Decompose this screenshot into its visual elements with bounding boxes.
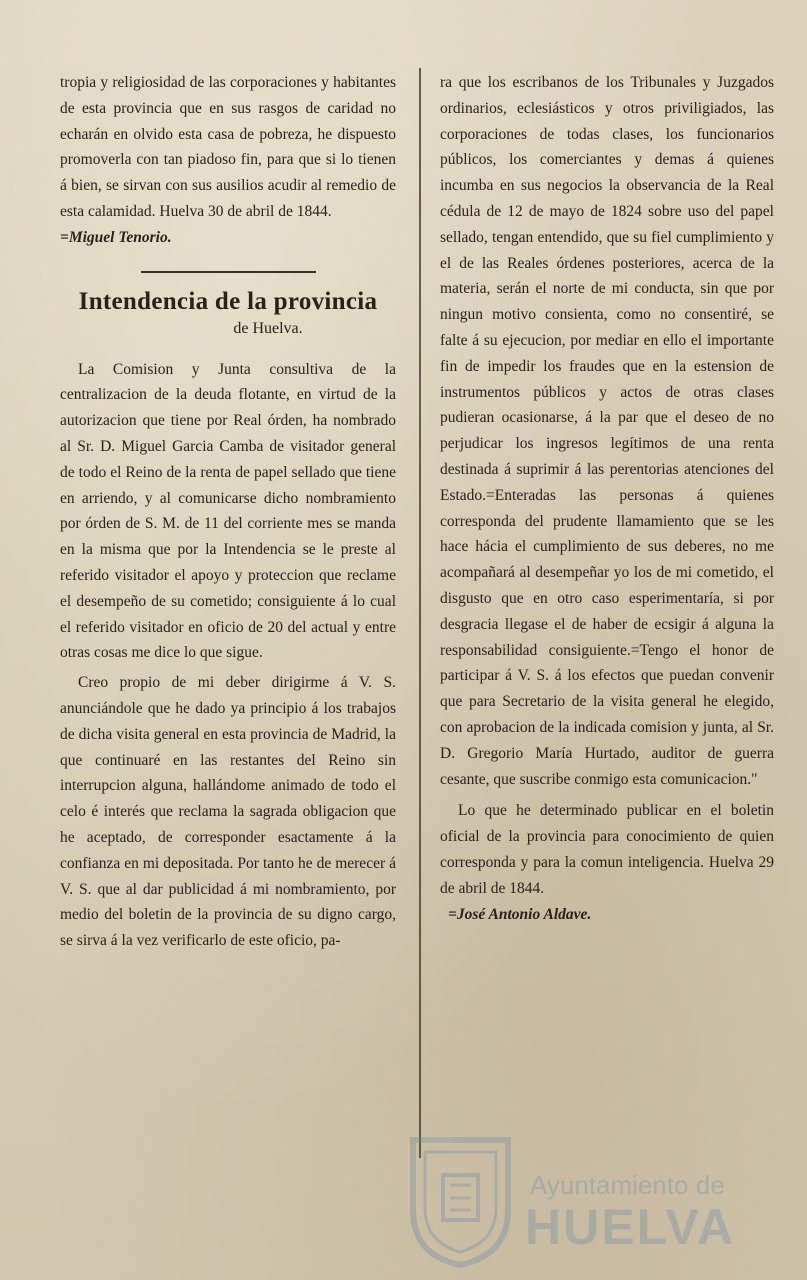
coat-of-arms-icon: [403, 1130, 518, 1270]
paragraph-comision: La Comision y Junta consultiva de la centralizacion de la deuda flotante, en virtud de la autorizacion que tiene por Real órden, ha nombrado al Sr. D. Miguel Garcia Camba de visitador general de todo el Reino de la renta de papel sellado que tiene en arriendo, y al comunicarse dicho nombramiento por órden de S. M. de 11 del corriente mes se manda en la misma que por la Intendencia se le preste al referido visitador el apoyo y proteccion que reclame el desempeño de su cometido; consiguiente á lo cual el referido visitador en oficio de 20 del actual y entre otras cosas me dice lo que sigue.: [60, 360, 396, 662]
section-title: Intendencia de la provincia: [78, 287, 378, 315]
right-column: [440, 70, 774, 927]
left-paragraph-continuation: tropia y religiosidad de las corporaciones y habitantes de esta provincia que en sus rasgos de caridad no echarán en olvido esta casa de pobreza, he dispuesto promoverla con tan piadoso fin, para que si lo tienen á bien, se sirvan con sus ausilios acudir al remedio de esta calamidad. Huelva 30 de abril de 1844.: [60, 74, 396, 220]
ayuntamiento-watermark: [395, 1130, 805, 1280]
paragraph-lo-que: Lo que he determinado publicar en el boletin oficial de la provincia para conocimiento de quien corresponda y para la comun inteligencia. Huelva 29 de abril de 1844.: [440, 802, 774, 897]
paragraph-creo-propio: Creo propio de mi deber dirigirme á V. S. anunciándole que he dado ya principio á los trabajos de dicha visita general en esta provincia de Madrid, la que continuaré en las restantes del Reino sin interrupcion alguna, hallándome animado de todo el celo é interés que reclama la sagrada obligacion que he aceptado, de corresponder esactamente á la confianza en mi depositada. Por tanto he de merecer á V. S. que al dar publicidad á mi nombramiento, por medio del boletin de la provincia de su digno cargo, se sirva á la vez verificarlo de este oficio, pa-: [60, 674, 396, 950]
signature-tenorio: =Miguel Tenorio.: [60, 228, 172, 246]
right-paragraph-continuation: ra que los escribanos de los Tribunales y Juzgados ordinarios, eclesiásticos y otros priviligiados, las corporaciones de todas clases, los funcionarios públicos, los comerciantes y demas á quienes incumba en sus negocios la observancia de la Real cédula de 12 de mayo de 1824 sobre uso del papel sellado, tengan entendido, que su fiel cumplimiento y el de las Reales órdenes posteriores, acerca de la materia, serán el norte de mi conducta, sin que por ningun motivo consienta, como no consentiré, se falte á su ejecucion, por mediar en ello el importante fin de impedir los fraudes que en la estension de instrumentos públicos y actos de otras clases pudieran ocasionarse, á la par que el deseo de no perjudicar los ingresos legítimos de una renta destinada á suprimir á las perentorias atenciones del Estado.=Enteradas las personas á quienes corresponda del prudente llamamiento que se les hace hácia el cumplimiento de sus deberes, no me acompañará al desempeñar yo los de mi cometido, el disgusto que en otro caso esperimentaría, si por desgracia llegase el de haber de ecsigir á alguna la responsabilidad consiguiente.=Tengo el honor de participar á V. S. á los efectos que puedan convenir que para Secretario de la visita general he elegido, con aprobacion de la indicada comision y junta, al Sr. D. Gregorio María Hurtado, auditor de guerra cesante, que suscribe conmigo esta comunicacion.": [440, 74, 774, 788]
signature-aldave: =José Antonio Aldave.: [448, 905, 592, 923]
section-divider: [141, 271, 316, 273]
watermark-line-2: HUELVA: [525, 1199, 736, 1255]
watermark-line-1: Ayuntamiento de: [530, 1170, 725, 1200]
column-divider: [419, 68, 421, 1158]
section-subtitle: de Huelva.: [233, 319, 303, 337]
left-column: [60, 70, 396, 954]
